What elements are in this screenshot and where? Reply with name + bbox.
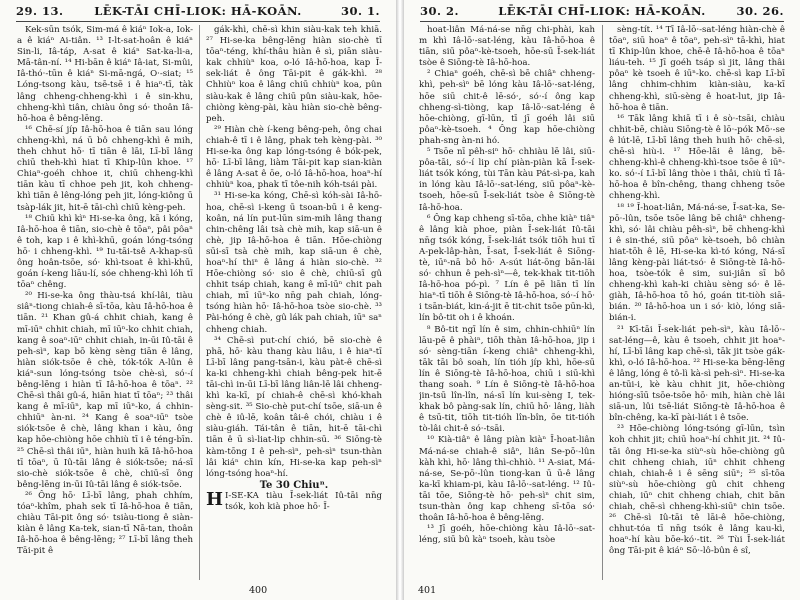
- column-divider: [199, 25, 200, 580]
- paragraph: gák-khì, chē-sì khin siàu-kak teh khiā. ²⁷ Hi-se-ka bêng-lēng hiàn sio-chè tī tōaⁿ-téng, khí-thâu hiàn ê sì, piān siàu-kak chhiùⁿ koa, o-ló Iâ-hō-hoa, kap Ī-sek-liát ê ông Tāi-pit ê gák-khì. ²⁸ Chhiùⁿ koa ê lâng chiū chhiùⁿ koa, pûn siàu-kak ê lâng chiū pûn siàu-kak, hōe-chiòng kèng-pài, kàu hiàn sio-chè bêng-peh.: [206, 25, 382, 124]
- book-title: LĒK-TĀI CHĪ-LIOK: HĀ-KOĀN.: [498, 4, 706, 18]
- column-divider: [602, 25, 603, 580]
- header-rule: [16, 21, 380, 22]
- paragraph: ⁵ Tsōe nī pêh-siⁿ hō· chhiàu lē lâi, siū-pôa-tāi, só·-í lip chí piàn-piàn kā Ī-sek-liát tsók kóng, tùi Tān kàu Pát-sì-pa, kah in lóng kàu Iâ-lō·-sat-léng, siū pôaⁿ-kè-tsoeh, hōe-sū Ī-sek-liát tsòe ê Siōng-tè Iâ-hō-hoa.: [419, 147, 595, 213]
- left-page: [0, 0, 396, 600]
- book-title: LĒK-TĀI CHĪ-LIOK: HĀ-KOĀN.: [94, 4, 302, 18]
- paragraph: sèng-tít. ¹⁴ Tī Iâ-lō·-sat-léng hiàn-chè ê tōaⁿ, siū hoaⁿ ê tōaⁿ, peh-sìⁿ tā-khì, hiat tī Khip-lûn khoe, chē-ê Iâ-hō-hoa ê tōaⁿ liáu-teh. ¹⁵ Jī goéh tsáp sì jit, lâng thâi pôaⁿ kè tsoeh ê iūⁿ-ko. chē-sì kap Lī-bī lâng chhim-chhim kiàn-siàu, ka-kī chheng-khì, siū-sèng ê hoat-lut, jip Iâ-hō-hoa ê tiān.: [609, 25, 785, 113]
- paragraph: ¹³ Jī goéh, hōe-chiòng kàu Iâ-lō·-sat-léng, siū bû kàⁿ tsoeh, kàu tsòe: [419, 524, 595, 546]
- text-column-1: [419, 25, 595, 580]
- chapter-verse-ref-end: 30. 26.: [736, 4, 784, 18]
- paragraph: ¹⁶ Chē-sí jíp Iâ-hō-hoa ê tiān sau lóng chheng-khì, ná ū bô chheng-khì ê mih, theh chhut hō· tī tiān ê lāi, Lī-bī lâng chiū theh-khì hiat tī Khip-lûn khoe. ¹⁷ Chiaⁿ-goéh chhoe it, chiū chheng-khì tiān kàu tī chhoe peh jit, koh chheng-khì tiān ê lêng-lóng peh jit, lóng-kiông ū tsàp-lák jit, hit-ē tāi-chì chiū kèng-peh.: [17, 124, 193, 213]
- paragraph: ⁸ Bô-tit ngī lín ê sim, chhin-chhiūⁿ lín lāu-pē ê phàiⁿ, tiōh thàn Iâ-hō-hoa, jip i só· sèng-tiān í-keng chiâⁿ chheng-khì, tāk tāi bô soah, lín tióh jíp khì, hōe-sū lín ê Siōng-tè Iâ-hō-hoa, chiū i siū-khì thang soah. ⁹ Lín ê Siōng-tè Iâ-hō-hoa jin-tsū lîn-lîn, ná-sī lín kui-sèng I, tek-khak bô pàng-sak lín, chiū hō· lâng, liàh ê tsū-tit, tiōh tit-tióh lîn-bîn, ōe tit-tióh tò-lâi chit-ê só·-tsāi.: [419, 324, 595, 435]
- chapter-verse-ref-start: 29. 13.: [16, 4, 64, 18]
- paragraph: ²⁶ Ông hō· Lī-bī lâng, phah chhím, tóaⁿ-khîm, phah sek tī Iâ-hō-hoa ê tiān, chiàu Tāi-pit ông só· tsiàu-tiong ê siàn-kiàn ê lâng Ka-tek, sian-tī Nā-tan, thoân Iâ-hō-hoa ê bêng-lēng; ²⁷ Lī-bī lâng theh Tāi-pit ê: [17, 490, 193, 557]
- paragraph: ⁶ Ông kap chheng sī-tōa, chhe kiàⁿ tiâⁿ ê lâng kià phoe, piàn Ī-sek-liát Iû-tāi nn̄g tsók kóng, Ī-sek-liát tsók tiōh hui tī A-pek-lâp-hàn, Ī-sat, Ī-sek-liát ê Siōng-tè, iūⁿ-nā bô hō· A-sút liát-ōng bān-lāi só· chhun ê peh-sìⁿ—ê, tek-khak tit-tiōh Iâ-hō-hoa pó-pì. ⁷ Lín ê pē liān tī lín hiaⁿ-tī tiōh ê Siōng-tè Iâ-hō-hoa, só·-í hō· i tsān-biát, kin-á-jit ē tit-chit tsōe pūn-kì, lín bô-tit oh i ê khoán.: [419, 213, 595, 324]
- text-column-2: [206, 25, 382, 580]
- paragraph: ¹⁰ Kià-tiâⁿ ê lâng piàn kiàⁿ Ī-hoat-liân Má-ná-se chiah-ê siâⁿ, liân Se-pō·-lûn kàh khì, hō· lâng thì-chhiò. ¹¹ A-siat, Má-ná-se, Se-pō·-lûn tiong-kan ū ū-ê lâng ka-kī khiam-pi, kàu Iâ-lō·-sat-léng. ¹² Iû-tāi tōe, Siōng-tè hō· peh-sìⁿ chit sim, tsun-thàn ông kap chheng sī-tōa só· thoân Iâ-hō-hoa ê bêng-lēng.: [419, 435, 595, 524]
- chapter-verse-ref-end: 30. 1.: [340, 4, 380, 18]
- book-gutter: [396, 0, 404, 600]
- chapter-heading: Te 30 Chiuⁿ.: [259, 479, 329, 491]
- text-column-2: [609, 25, 785, 580]
- paragraph: ³⁴ Chē-sì put-chí chió, bē sio-chè ê phā, hō· kàu thang kàu liâu, i ê hiaⁿ-tī Lī-bī lâng pang-tsān-i, kàu pàt-ê chē-sì ka-ki chheng-khì chiah bêng-pek hit-ē tāi-chì in-ūi Lī-bī lâng liân-lē lâi chheng-khì ka-kī, pí chiah-ê chē-sì khó-khah sèng-sit. ³⁵ Sio-chè put-chí tsōe, siā-un ê chè ê iû-lē, koân tâi-ê chói, chiàu i ê siàu-giáh. Tái-tân ê tiān, hit-ē tāi-chì tiān ê ū sì-liat-lip chhin-sū. ³⁶ Siōng-tè kàm-tōng I ê peh-sìⁿ, peh-sìⁿ tsun-thàn lâi kiáⁿ chin kín, Hi-se-ka kap peh-sìⁿ lóng-tsóng hoaⁿ-hí.: [206, 335, 382, 479]
- header-rule: [420, 21, 784, 22]
- right-page: [404, 0, 800, 600]
- paragraph: ² Chiaⁿ goéh, chē-sì bē chiâⁿ chheng-khì, peh-sìⁿ bē lóng kàu Iâ-lō·-sat-léng, hōe siū chit-ê lē-só·, só·-í ông kap chheng-sì-tiòng, kap Iâ-lō·-sat-léng ê hōe-chiòng, gī-lūn, tī jī goéh lâi siū pôaⁿ-kè-tsoeh. ⁴ Ông kap hōe-chiòng phah-sng àn-ni hó.: [419, 69, 595, 146]
- paragraph: ²¹ Kī-tāi Ī-sek-liát peh-sìⁿ, kàu Iâ-lō·-sat-léng—ê, kàu ê tsoeh, chhit jit hoaⁿ-hí, Lī-bī lâng kap chē-sì, tāk jit tsòe gák-khì, o-ló Iâ-hō-hoa. ²² Hi-se-ka bēng-lēng ê lâng, lóng ê tô-lì kà-sì peh-sìⁿ. Hi-se-ka an-tūi-i, kè kàu chhit jit, hōe-chiòng hióng-sīū tsōe-tsōe hō· mih, hiàn chè lâi siā-un, lûi tsē-liát Siōng-tè Iâ-hō-hoa ê bîn-chêng, ka-kī pài-liát i ê tsōe.: [609, 324, 785, 424]
- chapter-opening-paragraph: [206, 488, 382, 513]
- paragraph: Kek-sūn tsók, Sim-má ê kiáⁿ Iok-a, Iok-a ê kiáⁿ Ai-tiân. ¹³ I-lt-sat-hoân ê kiáⁿ Sin-li, Iâ-táp, A-sat ê kiáⁿ Sat-ka-li-a, Mā-tân-ní. ¹⁴ Hi-bān ê kiáⁿ Iâ-iat, Si-mûi, Iâ-thó·-tūn ê kiáⁿ Si-mā-ngá, O·-siat; ¹⁵ Lóng-tsong kàu, tsē-tsē i ê hiaⁿ-tī, tàk lâng chheng-chheng-khì i ê sin-khu, chheng-khì tiân, chiàu ông só· thoân Iâ-hō-hoa ê bêng-lēng.: [17, 25, 193, 124]
- chapter-verse-ref-start: 30. 2.: [420, 4, 460, 18]
- chapter-opening-text: I-SE-KA tiàu Ī-sek-liát Iû-tāi nn̄g tsók, koh kià phoe hō· Ī-: [225, 490, 382, 513]
- paragraph: ²³ Hōe-chiòng lóng-tsóng gī-lūn, tsìn koh chhit jit; chiū hoaⁿ-hí chhit jit. ²⁴ Iû-tāi ông Hi-se-ka siùⁿ-sù hōe-chiòng gû chit chheng chiah, iūⁿ chhit chheng chiah, chiah-ê i ê sēng siūⁿ; ²⁵ sī-tōa siùⁿ-sù hōe-chiòng gû chit chheng chiah, iūⁿ chit chheng chiah, chit bān chiah, chē-sì chheng-khì-siūⁿ chin tsōe. ²⁶ Chē-sì Iû-tāi tê lāi-ê hōe-chiòng, chhut-tóa tī nn̄g tsók ê lâng kau-kì, hoaⁿ-hí kàu bōe-kó·-tit. ²⁶ Tùi Ī-sek-liát ông Tāi-pit ê kiáⁿ Sō·-lô-bûn ê sî,: [609, 424, 785, 557]
- paragraph: ¹⁶ Tāk lâng khiā tī i ê sò·-tsāi, chiàu chhit-bē, chiàu Siōng-tè ê lō·-pók Mō·-se ê lút-lē, Lī-bī lâng theh huih hō· chē-sì, chē-sì hiù-i. ¹⁷ Hōe-lāi ê lâng, bē-chheng-khì-ê chheng-khì-tsoe tsōe ê iūⁿ-ko. só·-í Lī-bī lâng thòe i thâi, chiù tī Iâ-hō-hoa ê bîn-chêng, thang chheng tsōe chheng-khì.: [609, 113, 785, 202]
- page-number: 401: [418, 585, 437, 596]
- paragraph: hoat-liân Má-ná-se nn̄g chi-phài, kah m khì Iâ-lō·-sat-léng, kàu Iâ-hō-hoa ê tiān, siū pôaⁿ-kè-tsoeh, hōe-sū Ī-sek-liát tsòe ê Siōng-tè Iâ-hō-hoa.: [419, 25, 595, 69]
- paragraph: ³¹ Hi-se-ka kóng, Chē-sì kóh-sài Iâ-hō-hoa, chē-sì i-keng ū tsoan-bū i ê keng-koân, ná lín put-lūn sim-mih lâng thang chin-chêng lâi tsà chè mih, kap siā-un ê chè, jip Iâ-hō-hoa ê tiān. Hōe-chiòng sūi-sī tsà chè mih, kap siā-un ê chè, hoaⁿ-hí thiⁿ ê lâng á hiàn sio-chè. ³² Hōe-chiòng só· sio ê chè, chiū-sī gû chhit tsáp chiah, kang ê mī-iūⁿ chit pah chiah, mī iūⁿ-ko nn̄g pah chiah, lóng-tsóng hiàn hō· Iâ-hō-hoa tsòe sio-chè. ³³ Pài-hóng ê chè, gû lák pah chiah, iūⁿ saⁿ chheng chiah.: [206, 191, 382, 335]
- page-number: 400: [249, 585, 268, 596]
- running-head: [420, 4, 784, 22]
- text-column-1: [17, 25, 193, 580]
- paragraph: ¹⁸ Chiū khì kìⁿ Hi-se-ka ông, kā i kóng, Iâ-hō-hoa ê tiān, sio-chè ê tōaⁿ, pâi pôaⁿ ê toh, kap i ê khì-khū, goán lóng-tsóng hō· i chheng-khì. ¹⁹ Iu-tāi-tsê A-khap-sū ông hoân-tsōe, só· khì-tsoat ê khì-khū, goán í-keng liāu-lí, sóe chheng-khì lóh tī tōaⁿ chêng.: [17, 213, 193, 291]
- paragraph: ²⁰ Hi-se-ka ông thàu-tsá khí-lâi, tiàu siâⁿ-tiong chiah-ê sī-tōa, kàu Iâ-hō-hoa ê tiān. ²¹ Khan gû-á chhit chiah, kang ê mī-iūⁿ chhit chiah, mī iūⁿ-ko chhit chiah, kang ê soaⁿ-iūⁿ chhit chiah, in-ūi Iû-tāi ê peh-sìⁿ, kap bō kèng sèng tiān ê lâng, hiàn siók-tsōe ê chè, tók-tók A-lûn ê kiáⁿ-sun lóng-tsóng tsòe chè-sì, só·-í bêng-lēng i hiàn tī Iâ-hō-hoa ê tōaⁿ. ²² Chē-sì thâi gû-á, hiān hiat tī tōaⁿ; ²³ thâi kang ê mī-iūⁿ, kap mī iūⁿ-ko, á chhin-chhiūⁿ àn-ni. ²⁴ Kang ê soaⁿ-iūⁿ tsòe siók-tsōe ê chè, lâng khan i kàu, ông kap hōe-chiòng hōe chhiù tī i ê téng-bīn. ²⁵ Chē-sì thâi iūⁿ, hiàn huih kā Iâ-hō-hoa tī tōaⁿ, ū Iû-tāi lâng ê siók-tsōe; ná-sī sio-chè siók-tsōe ê chè, chiū-sī ông bêng-lēng in-ūi Iû-tāi lâng ê siók-tsōe.: [17, 291, 193, 490]
- paragraph: ²⁹ Hiàn chè í-keng bêng-peh, ông chai chiah-ê tī i ê lâng, phak teh kèng-pài. ³⁰ Hi-se-ka ông kap lóng-tsóng ê bók-pek, hō· Lī-bī lâng, liàm Tāi-pit kap sian-kiàn ê lâng A-sat ê ōe, o-ló Iâ-hō-hoa, hoaⁿ-hí chhiùⁿ koa, phak tī tôe-nih kóh-tsái pài.: [206, 124, 382, 191]
- drop-cap: H: [206, 488, 224, 510]
- running-head: [16, 4, 380, 22]
- paragraph: ¹⁸ ¹⁹ Ī-hoat-liân, Má-ná-se, Ī-sat-ka, Se-pō·-lûn, tsōe tsōe lâng bē chiâⁿ chheng-khì, só· lâi chiàu pêh-sìⁿ, bē chheng-khì i ê sin-thé, siū pôaⁿ kè-tsoeh, bô chiàn hiat-tōh ê lē, Hi-se-ka kì-tó kóng, Ná-sī lâng kèng-pài liát-tsó· ê Siōng-tè Iâ-hō-hoa, tsòe-tók ê sim, sui-jiân sī bô chheng-khì kah-ki chiàu sèng só· ê lē-giàh, Iâ-hō-hoa tō hó, goán tit-tiòh siā-bián. ²⁰ Iâ-hō-hoa un i só· kiò, lóng siā-bián-i.: [609, 202, 785, 324]
